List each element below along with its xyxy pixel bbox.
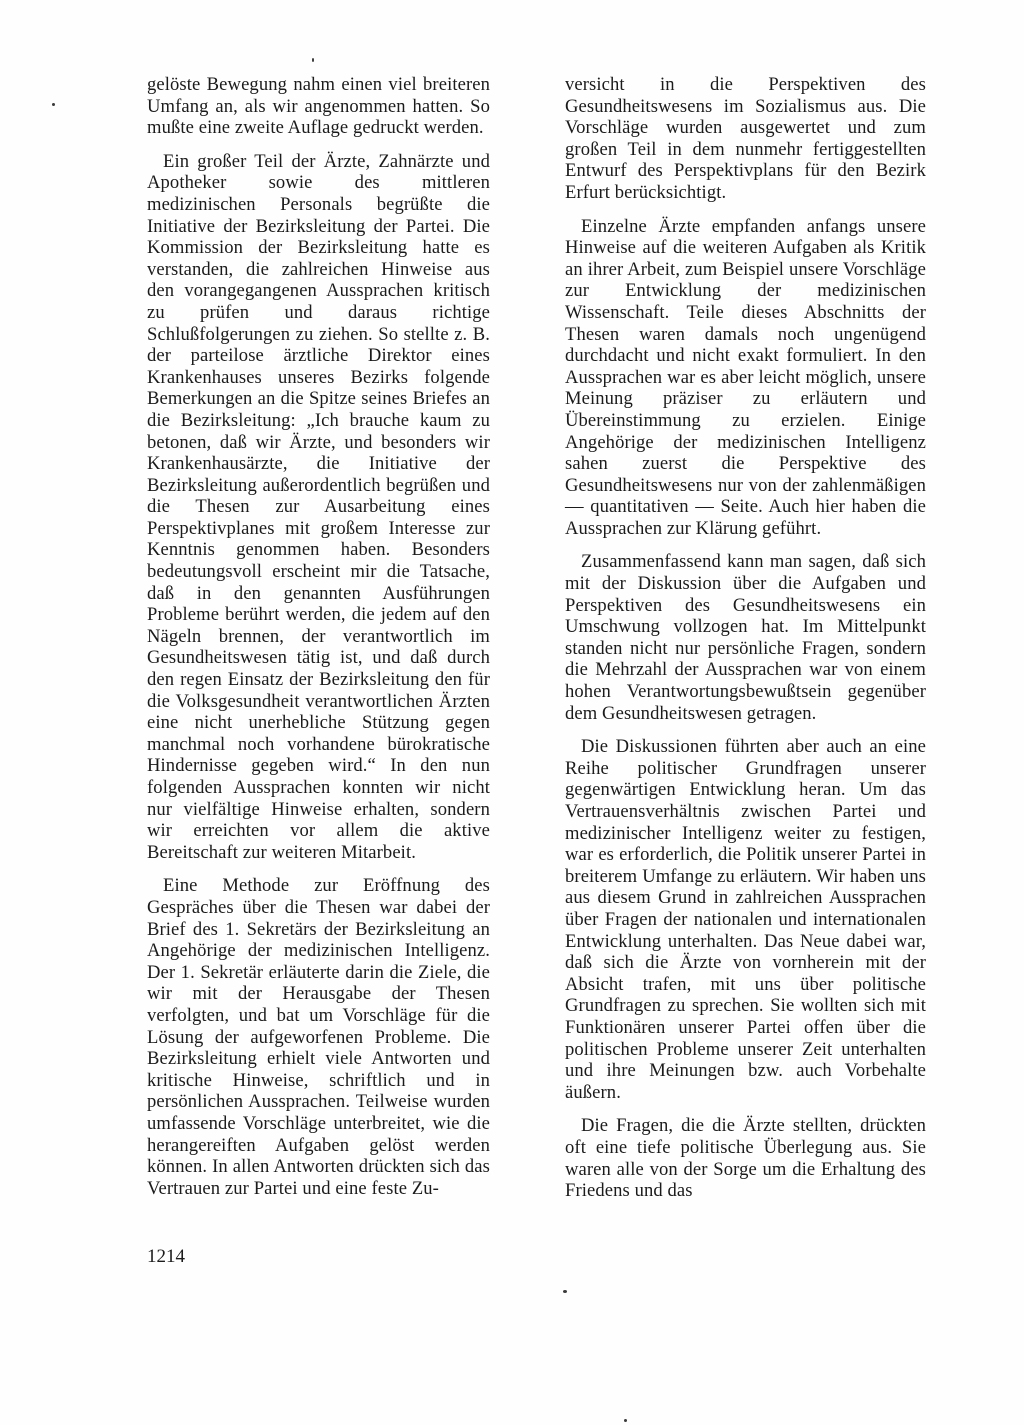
right-text-column — [565, 74, 926, 1214]
scan-speck — [52, 103, 55, 106]
paragraph-right-1: versicht in die Perspektiven des Gesundheitswesens im Sozialismus aus. Die Vorschläge wurden ausgewertet und zum großen Teil in dem nunmehr fertiggestellten Entwurf des Perspektivplans für den Bezirk Erfurt berücksichtigt. — [565, 74, 926, 203]
page-number: 1214 — [147, 1246, 185, 1267]
scan-speck — [624, 1419, 627, 1422]
scan-speck — [312, 58, 314, 62]
scan-speck — [563, 1290, 567, 1293]
paragraph-right-3: Zusammenfassend kann man sagen, daß sich mit der Diskussion über die Aufgaben und Perspektiven des Gesundheitswesens ein Umschwung vollzogen hat. Im Mittelpunkt standen nicht nur persönliche Fragen, sondern die Mehrzahl der Aussprachen war von einem hohen Verantwortungsbewußtsein gegenüber dem Gesundheitswesen getragen. — [565, 551, 926, 724]
paragraph-right-2: Einzelne Ärzte empfanden anfangs unsere Hinweise auf die weiteren Aufgaben als Kritik an ihrer Arbeit, zum Beispiel unsere Vorschläge zur Entwicklung der medizinischen Wissenschaft. Teile dieses Abschnitts der Thesen waren damals noch ungenügend durchdacht und nicht exakt formuliert. In den Aussprachen war es aber leicht möglich, unsere Meinung präziser zu erläutern und Übereinstimmung zu erzielen. Einige Angehörige der medizinischen Intelligenz sahen zuerst die Perspektive des Gesundheitswesens nur von der zahlenmäßigen — quantitativen — Seite. Auch hier haben die Aussprachen zur Klärung geführt. — [565, 215, 926, 539]
paragraph-right-4: Die Diskussionen führten aber auch an eine Reihe politischer Grundfragen unserer gegenwärtigen Entwicklung heran. Um das Vertrauensverhältnis zwischen Partei und medizinischer Intelligenz weiter zu festigen, war es erforderlich, die Politik unserer Partei in breiterem Umfange zu erläutern. Wir haben uns aus diesem Grund in zahlreichen Aussprachen über Fragen der nationalen und internationalen Entwicklung unterhalten. Das Neue dabei war, daß sich die Ärzte von vornherein mit der Absicht trafen, mit uns über politische Grundfragen zu sprechen. Sie wollten sich mit Funktionären unserer Partei offen über die politischen Probleme unserer Zeit unterhalten und ihre Meinungen bzw. auch Vorbehalte äußern. — [565, 736, 926, 1103]
paragraph-left-1: gelöste Bewegung nahm einen viel breiteren Umfang an, als wir angenommen hatten. So mußte eine zweite Auflage gedruckt werden. — [147, 74, 490, 139]
paragraph-left-2: Ein großer Teil der Ärzte, Zahnärzte und Apotheker sowie des mittleren medizinischen Personals begrüßte die Initiative der Bezirksleitung der Partei. Die Kommission der Bezirksleitung hatte es verstanden, die zahlreichen Hinweise aus den vorangegangenen Aussprachen kritisch zu prüfen und daraus richtige Schlußfolgerungen zu ziehen. So stellte z. B. der parteilose ärztliche Direktor eines Krankenhauses unseres Bezirks folgende Bemerkungen an die Spitze seines Briefes an die Bezirksleitung: „Ich brauche kaum zu betonen, daß wir Ärzte, und besonders wir Krankenhausärzte, die Initiative der Bezirksleitung außerordentlich begrüßen und die Thesen zur Ausarbeitung eines Perspektivplanes mit großem Interesse zur Kenntnis genommen haben. Besonders bedeutungsvoll erscheint mir die Tatsache, daß in den genannten Ausführungen Probleme berührt werden, die jedem auf den Nägeln brennen, der verantwortlich im Gesundheitswesen tätig ist, und daß durch den regen Einsatz der Bezirksleitung den für die Volksgesundheit verantwortlichen Ärzten eine nicht unerhebliche Stützung gegen manchmal noch vorhandene bürokratische Hindernisse gegeben wird.“ In den nun folgenden Aussprachen konnten wir nicht nur vielfältige Hinweise erhalten, sondern wir erreichten vor allem die aktive Bereitschaft zur weiteren Mitarbeit. — [147, 150, 490, 863]
left-text-column — [147, 74, 490, 1211]
paragraph-left-3: Eine Methode zur Eröffnung des Gespräches über die Thesen war dabei der Brief des 1. Sekretärs der Bezirksleitung an Angehörige der medizinischen Intelligenz. Der 1. Sekretär erläuterte darin die Ziele, die wir mit der Herausgabe der Thesen verfolgten, und bat um Vorschläge für die Lösung der aufgeworfenen Probleme. Die Bezirksleitung erhielt viele Antworten und kritische Hinweise, schriftlich und in persönlichen Aussprachen. Teilweise wurden umfassende Vorschläge unterbreitet, wie die herangereiften Aufgaben gelöst werden können. In allen Antworten drückten sich das Vertrauen zur Partei und eine feste Zu- — [147, 875, 490, 1199]
paragraph-right-5: Die Fragen, die die Ärzte stellten, drückten oft eine tiefe politische Überlegung aus. Sie waren alle von der Sorge um die Erhaltung des Friedens und das — [565, 1115, 926, 1202]
